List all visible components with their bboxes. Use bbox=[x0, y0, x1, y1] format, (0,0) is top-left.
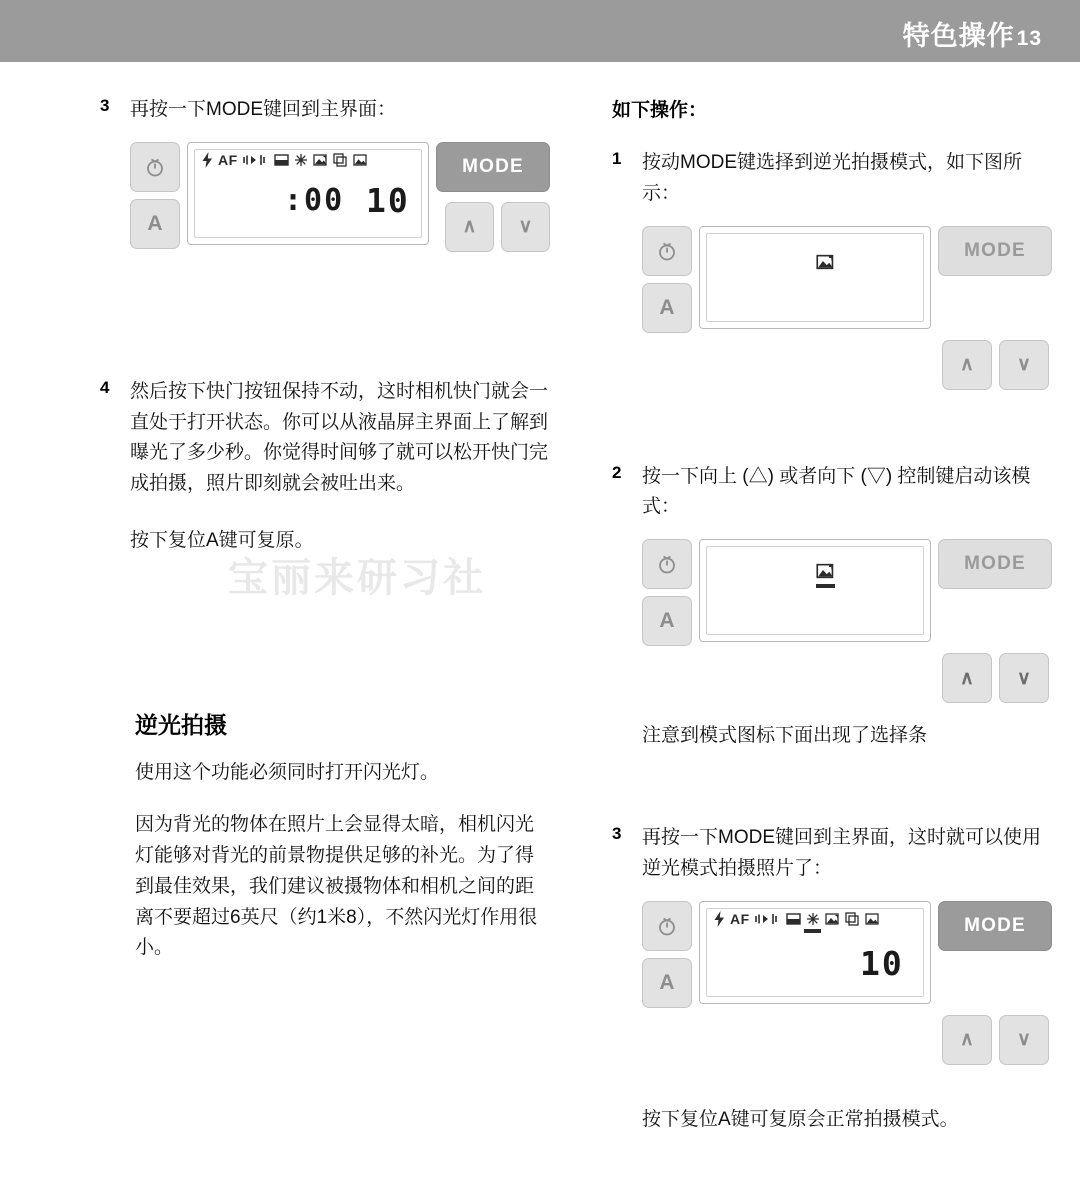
camera-panel-right-1 bbox=[642, 226, 1052, 333]
up-button[interactable]: ∧ bbox=[445, 202, 494, 252]
right-step-3-number: 3 bbox=[612, 824, 622, 844]
up-button[interactable]: ∧ bbox=[942, 340, 992, 390]
mode-button-wrap-r2 bbox=[938, 539, 1052, 646]
left-button-column-r2 bbox=[642, 539, 692, 646]
mode-selection-bar bbox=[804, 929, 821, 933]
right-intro: 如下操作： bbox=[612, 100, 708, 121]
lcd-inner-border bbox=[706, 233, 924, 322]
mode-selection-bar bbox=[816, 584, 835, 588]
right-note-3: 按下复位A键可复原会正常拍摄模式。 bbox=[642, 1108, 959, 1130]
backlight-mode-icon bbox=[816, 562, 835, 580]
reset-a-button[interactable]: A bbox=[130, 199, 180, 249]
updown-buttons-right-2 bbox=[942, 653, 1052, 703]
flash-icon bbox=[202, 152, 213, 168]
lcd-screen-right-1 bbox=[699, 226, 931, 329]
lcd-screen-right-3 bbox=[699, 901, 931, 1004]
right-note-2: 注意到模式图标下面出现了选择条 bbox=[642, 725, 928, 747]
left-step-3-text: 再按一下MODE键回到主界面： bbox=[130, 99, 397, 120]
reset-a-button[interactable]: A bbox=[642, 283, 692, 333]
backlight-mode-icon bbox=[313, 153, 328, 167]
left-reset-note: 按下复位A键可复原。 bbox=[130, 529, 314, 551]
right-step-2-text: 按一下向上 (△) 或者向下 (▽) 控制键启动该模式： bbox=[642, 465, 1031, 518]
multi-frame-icon bbox=[333, 153, 348, 167]
af-label: AF bbox=[218, 151, 238, 168]
left-step-4 bbox=[100, 377, 550, 500]
right-step-3-text: 再按一下MODE键回到主界面，这时就可以使用逆光模式拍摄照片了： bbox=[642, 827, 1042, 880]
section-para-2: 因为背光的物体在照片上会显得太暗，相机闪光灯能够对背光的前景物提供足够的补光。为了得到最佳效果，我们建议被摄物体和相机之间的距离不要超过6英尺（约1米8），不然闪光灯作用很小。 bbox=[135, 814, 538, 959]
page-number: 13 bbox=[1016, 27, 1042, 50]
left-step-3-number: 3 bbox=[100, 96, 110, 115]
section-para-1: 使用这个功能必须同时打开闪光灯。 bbox=[135, 761, 440, 783]
scene-icon bbox=[865, 912, 880, 926]
lcd-inner-border bbox=[706, 546, 924, 635]
right-step-2 bbox=[612, 462, 1052, 524]
exposure-icon bbox=[274, 153, 289, 167]
camera-panel-right-3 bbox=[642, 901, 1052, 1008]
left-button-column-r1 bbox=[642, 226, 692, 333]
left-step-3 bbox=[100, 95, 550, 126]
lcd-icon-row bbox=[714, 911, 880, 927]
timer-icon[interactable] bbox=[642, 901, 692, 951]
lcd-count: 10 bbox=[860, 943, 904, 983]
af-label: AF bbox=[730, 910, 750, 927]
page-title bbox=[903, 14, 1042, 53]
mode-button[interactable]: MODE bbox=[436, 142, 550, 192]
down-button[interactable]: ∨ bbox=[999, 1015, 1049, 1065]
reset-a-button[interactable]: A bbox=[642, 958, 692, 1008]
left-button-column-r3 bbox=[642, 901, 692, 1008]
left-column bbox=[100, 95, 550, 964]
up-button[interactable]: ∧ bbox=[942, 653, 992, 703]
backlight-mode-icon bbox=[816, 253, 835, 271]
right-step-3 bbox=[612, 823, 1052, 885]
right-step-1-text: 按动MODE键选择到逆光拍摄模式，如下图所示： bbox=[642, 152, 1023, 204]
right-column bbox=[612, 95, 1052, 1135]
down-button[interactable]: ∨ bbox=[501, 202, 550, 252]
sound-icon bbox=[243, 153, 269, 167]
lcd-icon-row bbox=[202, 152, 368, 168]
right-step-2-number: 2 bbox=[612, 462, 622, 482]
timer-icon[interactable] bbox=[642, 539, 692, 589]
mode-button[interactable]: MODE bbox=[938, 539, 1052, 589]
mode-button-wrap-r1 bbox=[938, 226, 1052, 333]
snowflake-icon bbox=[806, 912, 820, 926]
flash-icon bbox=[714, 911, 725, 927]
left-step-4-number: 4 bbox=[100, 377, 110, 397]
backlight-mode-icon bbox=[825, 912, 840, 926]
updown-buttons-right-3 bbox=[942, 1015, 1052, 1065]
lcd-screen-left-3 bbox=[187, 142, 429, 245]
lcd-seconds: :00 bbox=[284, 182, 345, 218]
page-title-text: 特色操作 bbox=[902, 21, 1015, 51]
down-button[interactable]: ∨ bbox=[999, 653, 1049, 703]
snowflake-icon bbox=[294, 153, 308, 167]
watermark: 宝丽来研习社 bbox=[228, 556, 486, 600]
mode-button[interactable]: MODE bbox=[938, 901, 1052, 951]
lcd-count: 10 bbox=[366, 180, 410, 220]
down-button[interactable]: ∨ bbox=[999, 340, 1049, 390]
left-button-column-3 bbox=[130, 142, 180, 249]
right-step-1 bbox=[612, 148, 1052, 210]
scene-icon bbox=[353, 153, 368, 167]
multi-frame-icon bbox=[845, 912, 860, 926]
section-heading: 逆光拍摄 bbox=[135, 711, 227, 738]
timer-icon[interactable] bbox=[130, 142, 180, 192]
timer-icon[interactable] bbox=[642, 226, 692, 276]
camera-panel-right-2 bbox=[642, 539, 1052, 646]
updown-buttons-right-1 bbox=[942, 340, 1052, 390]
backlight-section bbox=[135, 707, 550, 965]
up-button[interactable]: ∧ bbox=[942, 1015, 992, 1065]
mode-button[interactable]: MODE bbox=[938, 226, 1052, 276]
right-step-1-number: 1 bbox=[612, 149, 622, 168]
lcd-screen-right-2 bbox=[699, 539, 931, 642]
page-header-bar bbox=[0, 0, 1080, 62]
exposure-icon bbox=[786, 912, 801, 926]
mode-button-wrap-r3 bbox=[938, 901, 1052, 1008]
reset-a-button[interactable]: A bbox=[642, 596, 692, 646]
sound-icon bbox=[755, 912, 781, 926]
left-step-4-text: 然后按下快门按钮保持不动，这时相机快门就会一直处于打开状态。你可以从液晶屏主界面上了解到曝光了多少秒。你觉得时间够了就可以松开快门完成拍摄，照片即刻就会被吐出来。 bbox=[130, 380, 549, 495]
